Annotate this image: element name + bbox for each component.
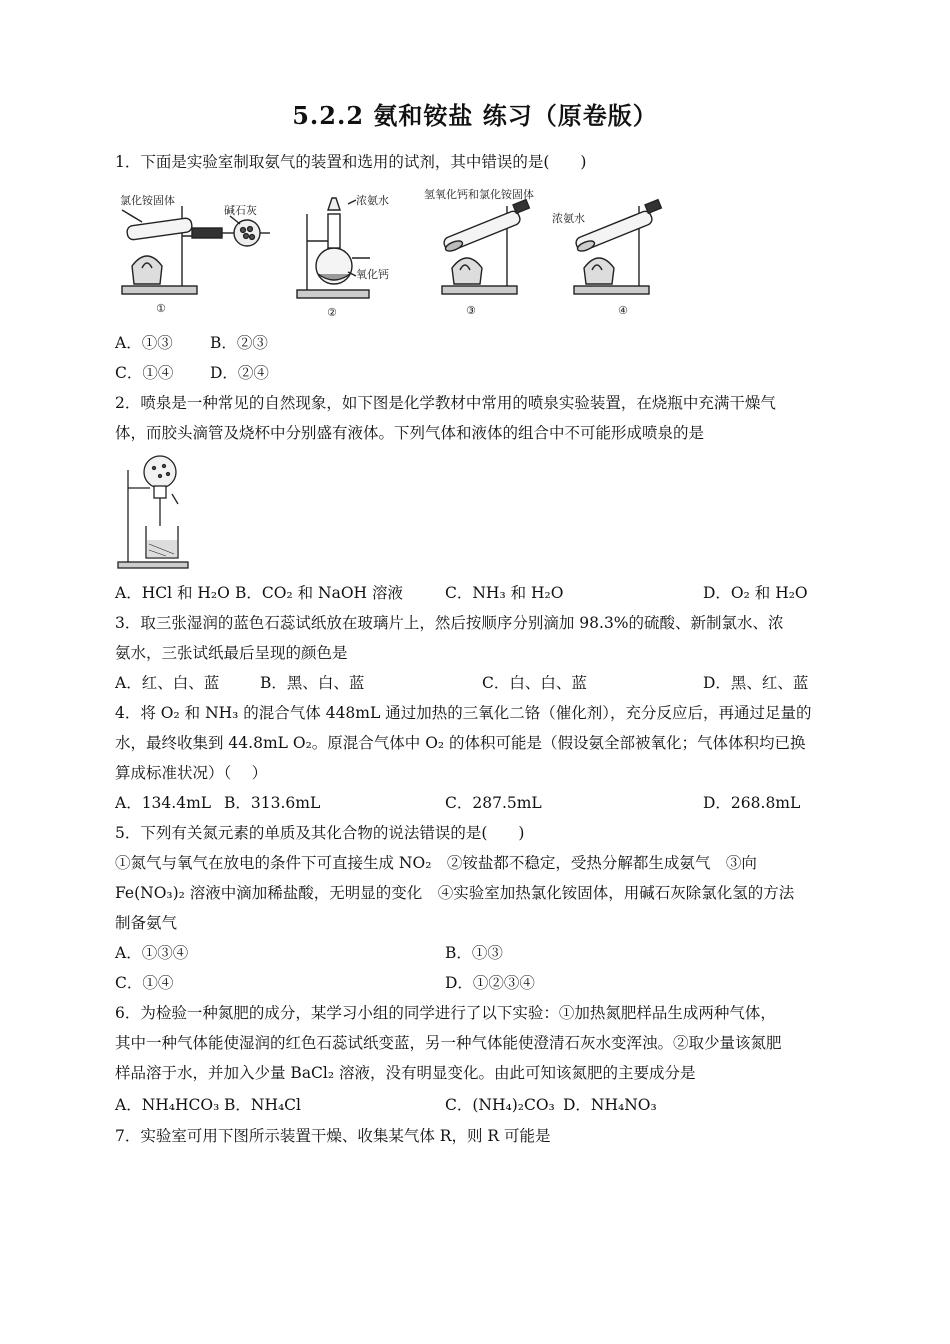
label-nh4cl-solid: 氯化铵固体 [120,194,175,207]
q5-statement-line3: 制备氨气 [115,914,178,932]
q3-stem-line1: 3．取三张湿润的蓝色石蕊试纸放在玻璃片上，然后按顺序分别滴加 98.3%的硫酸、新制氯水、浓 [115,614,784,632]
apparatus-1 [122,206,270,294]
q1-option-d: D．②④ [210,364,269,382]
q1-option-a: A．①③ [115,334,173,352]
apparatus-3 [442,200,529,294]
label-caoh2-nh4cl: 氢氧化钙和氯化铵固体 [424,188,534,201]
fountain-apparatus-figure [116,452,196,570]
q2-stem-line2: 体，而胶头滴管及烧杯中分别盛有液体。下列气体和液体的组合中不可能形成喷泉的是 [115,424,705,442]
q1-apparatus-figure [112,186,672,322]
q3-option-a: A．红、白、蓝 [115,674,220,692]
q1-stem: 1．下面是实验室制取氨气的装置和选用的试剂，其中错误的是( ) [115,153,587,171]
label-num-2: ② [327,306,337,319]
q7-stem: 7．实验室可用下图所示装置干燥、收集某气体 R，则 R 可能是 [115,1127,551,1145]
q2-stem-line1: 2．喷泉是一种常见的自然现象，如下图是化学教材中常用的喷泉实验装置，在烧瓶中充满干燥气 [115,394,776,412]
q1-option-b: B．②③ [210,334,268,352]
apparatus-2 [297,198,370,298]
q3-stem-line2: 氨水，三张试纸最后呈现的颜色是 [115,644,348,662]
q6-stem-line2: 其中一种气体能使湿润的红色石蕊试纸变蓝，另一种气体能使澄清石灰水变浑浊。②取少量该氮肥 [115,1034,782,1052]
q3-option-d: D．黑、红、蓝 [703,674,809,692]
q3-option-b: B．黑、白、蓝 [260,674,365,692]
q4-option-d: D．268.8mL [703,794,801,812]
q4-stem-line2: 水，最终收集到 44.8mL O₂。原混合气体中 O₂ 的体积可能是（假设氨全部被氧化；气体体积均已换 [115,734,806,752]
q6-option-d: D．NH₄NO₃ [563,1096,657,1114]
q4-option-a: A．134.4mL [115,794,212,812]
q2-option-b: B．CO₂ 和 NaOH 溶液 [235,584,403,602]
q4-option-b: B．313.6mL [224,794,321,812]
label-conc-ammonia-4: 浓氨水 [552,212,585,225]
q5-statement-line1: ①氮气与氧气在放电的条件下可直接生成 NO₂ ②铵盐都不稳定，受热分解都生成氨气 ③向 [115,854,757,872]
q4-stem-line3: 算成标准状况）（ ） [115,764,268,782]
q4-option-c: C．287.5mL [445,794,542,812]
q6-stem-line1: 6．为检验一种氮肥的成分，某学习小组的同学进行了以下实验：①加热氮肥样品生成两种气体， [115,1004,776,1022]
label-soda-lime: 碱石灰 [224,204,257,217]
q1-option-c: C．①④ [115,364,174,382]
q3-option-c: C．白、白、蓝 [482,674,587,692]
q2-option-c: C．NH₃ 和 H₂O [445,584,564,602]
q2-option-a: A．HCl 和 H₂O [115,584,230,602]
q5-option-c: C．①④ [115,974,174,992]
label-num-1: ① [156,302,166,315]
q5-statement-line2: Fe(NO₃)₂ 溶液中滴加稀盐酸，无明显的变化 ④实验室加热氯化铵固体，用碱石灰除氯化氢的方法 [115,884,795,902]
q5-option-d: D．①②③④ [445,974,535,992]
q5-stem: 5．下列有关氮元素的单质及其化合物的说法错误的是( ) [115,824,525,842]
page-title: 5.2.2 氨和铵盐 练习（原卷版） [292,101,658,130]
label-num-3: ③ [466,304,476,317]
q6-option-a: A．NH₄HCO₃ [115,1096,220,1114]
q5-option-b: B．①③ [445,944,503,962]
q2-option-d: D．O₂ 和 H₂O [703,584,808,602]
q4-stem-line1: 4．将 O₂ 和 NH₃ 的混合气体 448mL 通过加热的三氧化二铬（催化剂），充分反应后，再通过足量的 [115,704,812,722]
q5-option-a: A．①③④ [115,944,189,962]
label-num-4: ④ [618,304,628,317]
q6-stem-line3: 样品溶于水，并加入少量 BaCl₂ 溶液，没有明显变化。由此可知该氮肥的主要成分是 [115,1064,696,1082]
label-cao: 氧化钙 [356,268,389,281]
apparatus-4 [574,200,661,294]
q6-option-c: C．(NH₄)₂CO₃ [445,1096,555,1114]
label-conc-ammonia-2: 浓氨水 [356,194,389,207]
q6-option-b: B．NH₄Cl [224,1096,302,1114]
